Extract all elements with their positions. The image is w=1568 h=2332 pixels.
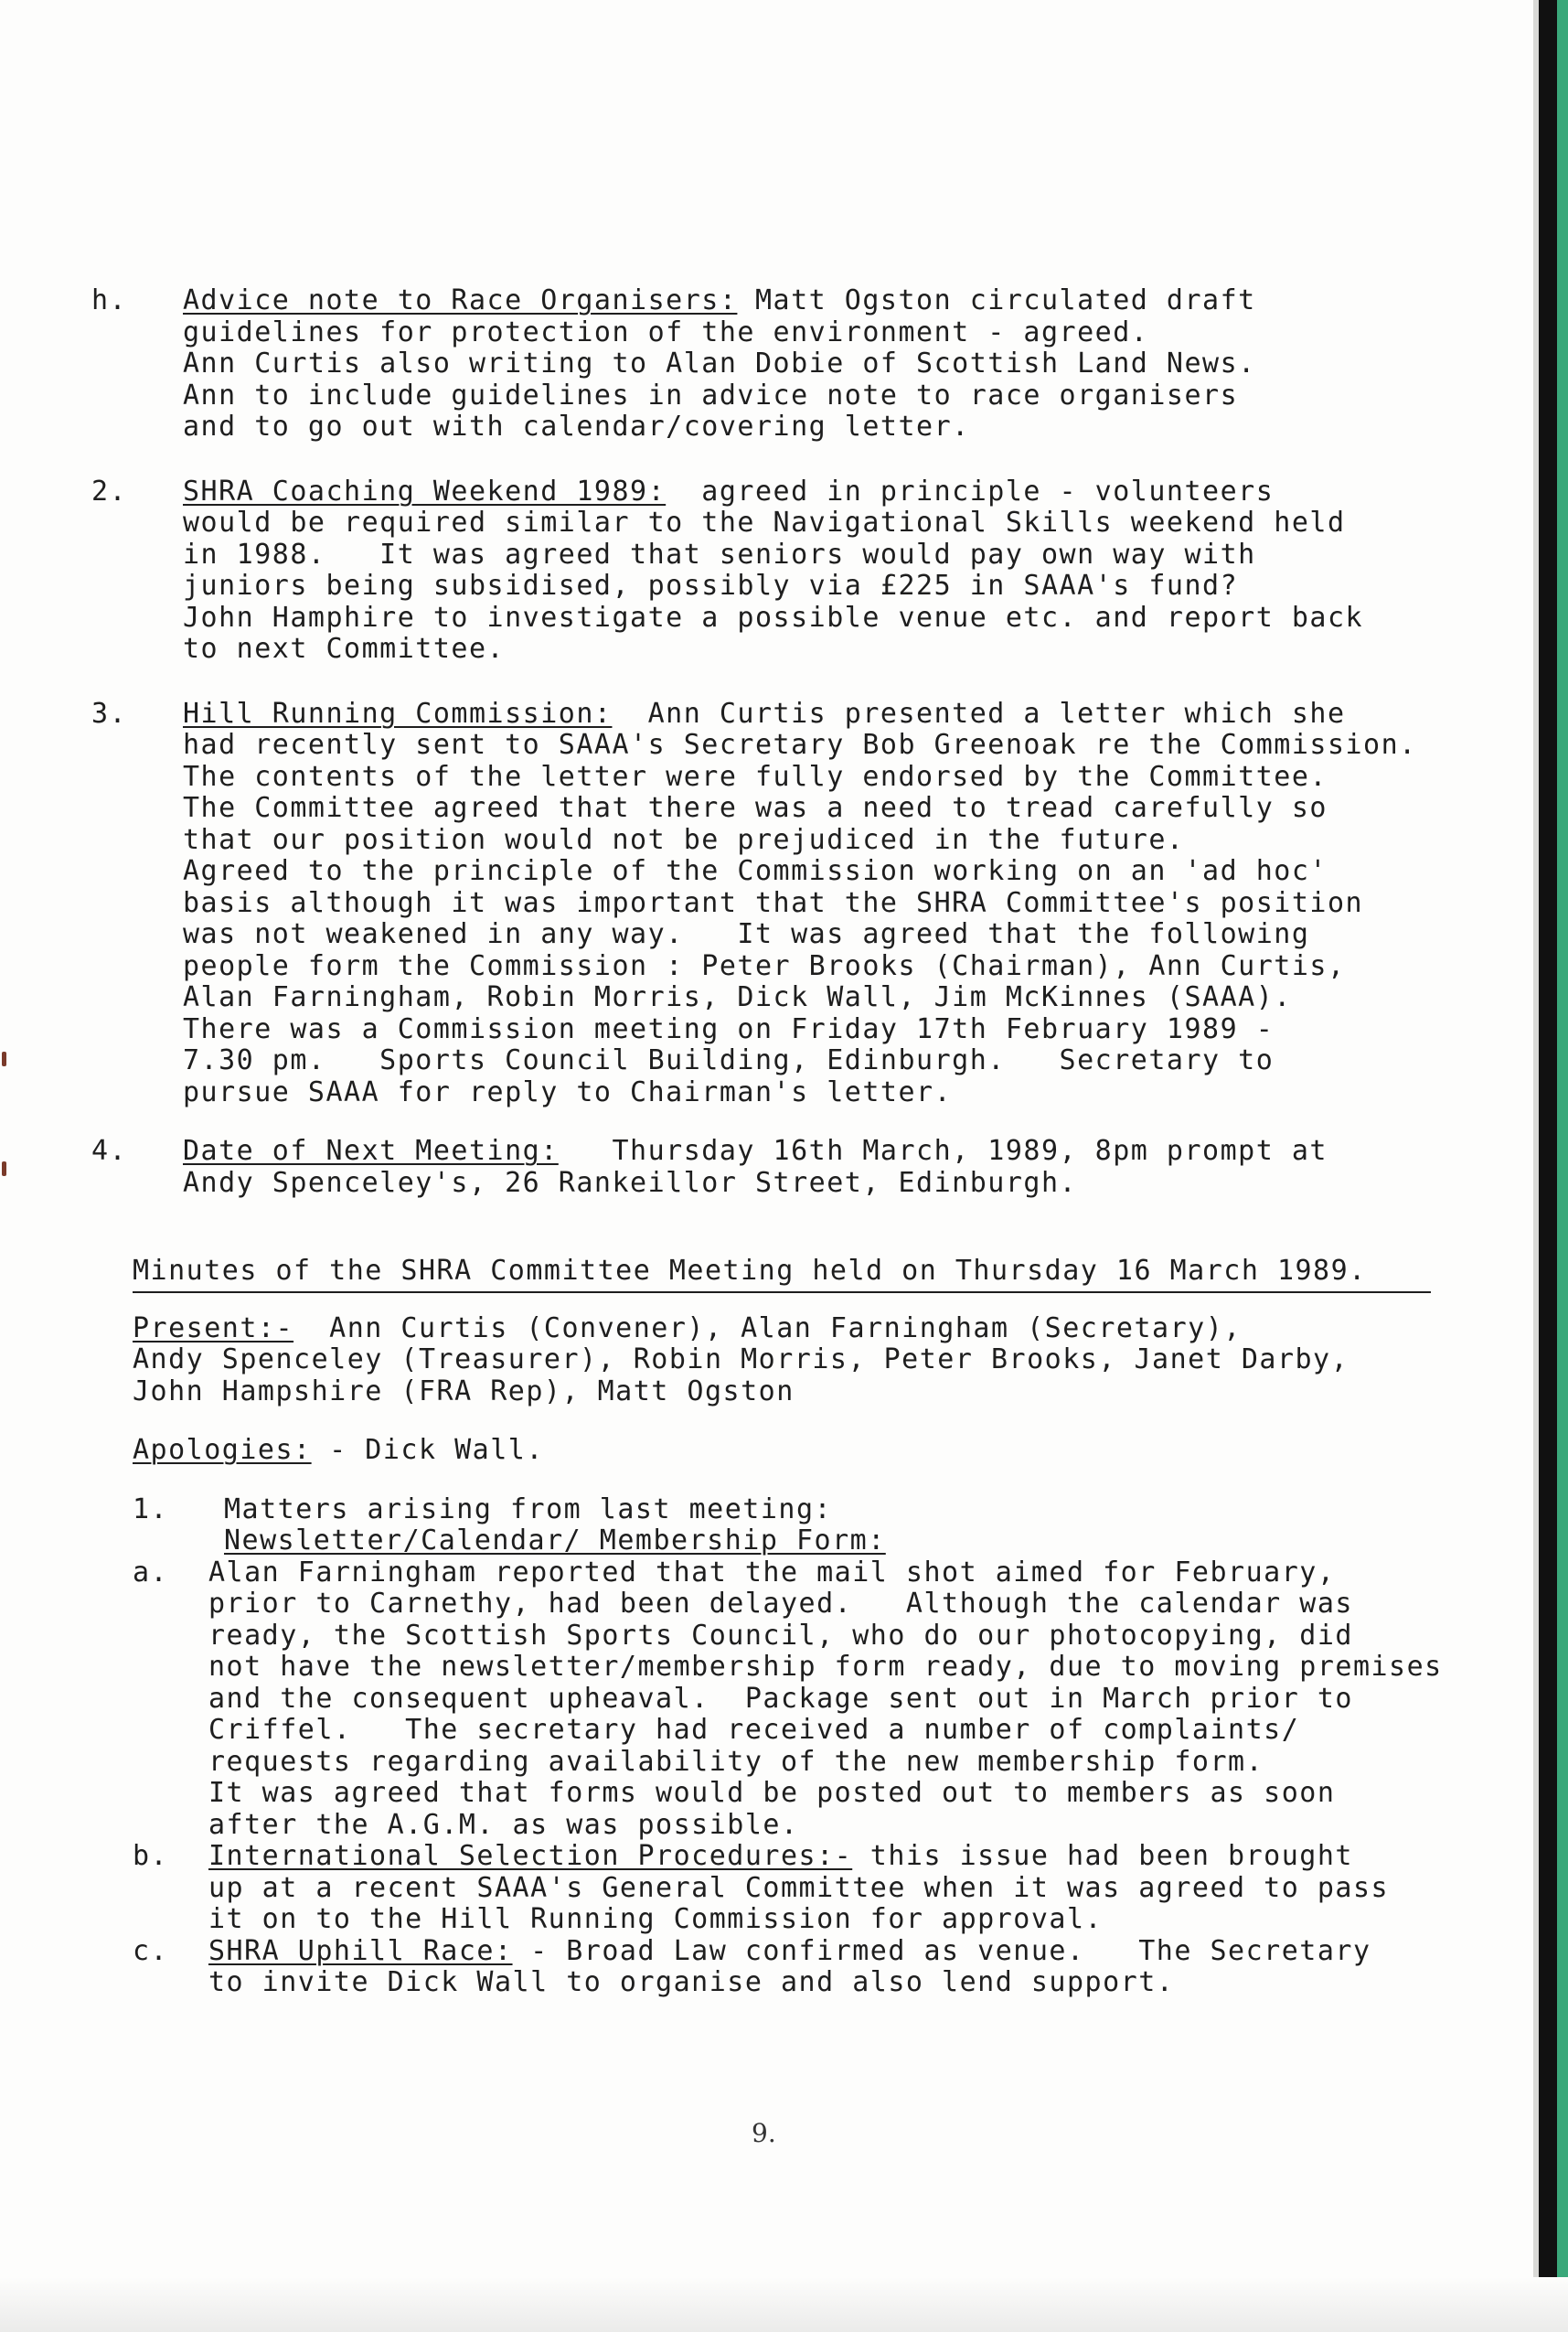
item-line: The contents of the letter were fully endorsed by the Committee. — [183, 760, 1328, 793]
item-text: agreed in principle - volunteers — [666, 475, 1275, 508]
item-line: Agreed to the principle of the Commission working on an 'ad hoc' — [183, 855, 1328, 887]
item-title: Date of Next Meeting: — [183, 1135, 559, 1167]
item-text: Thursday 16th March, 1989, 8pm prompt at — [558, 1135, 1328, 1167]
item-line: Ann Curtis also writing to Alan Dobie of Scottish Land News. — [183, 348, 1256, 380]
subitem-title: International Selection Procedures:- — [208, 1840, 853, 1872]
subitem-a — [91, 1557, 1518, 1842]
item-line: Ann to include guidelines in advice note to race organisers — [183, 379, 1239, 412]
item-line: to next Committee. — [183, 633, 506, 665]
item-text: Ann Curtis presented a letter which she — [612, 697, 1346, 730]
minutes-heading-text: Minutes of the SHRA Committee Meeting held on Thursday 16 March 1989. — [133, 1256, 1431, 1293]
subitem-marker: c. — [133, 1934, 169, 1967]
item-line: juniors being subsidised, possibly via £225 in SAAA's fund? — [183, 570, 1239, 602]
item-marker: 3. — [91, 697, 128, 730]
bottom-shade — [0, 2277, 1568, 2332]
subitem-line: It was agreed that forms would be posted out to members as soon — [208, 1777, 1336, 1809]
subitem-line: prior to Carnethy, had been delayed. Although the calendar was — [208, 1588, 1353, 1620]
subitem-text: - Broad Law confirmed as venue. The Secretary — [512, 1934, 1371, 1967]
item-marker: 2. — [91, 475, 128, 508]
item-line: and to go out with calendar/covering letter. — [183, 411, 970, 443]
scanner-edge-green — [1557, 0, 1568, 2332]
item-line: would be required similar to the Navigational Skills weekend held — [183, 507, 1346, 539]
page-number: 9. — [752, 2118, 776, 2148]
item-title: Advice note to Race Organisers: — [183, 284, 738, 316]
item-line: pursue SAAA for reply to Chairman's letter. — [183, 1075, 953, 1108]
present-line: John Hampshire (FRA Rep), Matt Ogston — [133, 1375, 795, 1407]
item-line: Andy Spenceley's, 26 Rankeillor Street, Edinburgh. — [183, 1166, 1078, 1199]
item-line: people form the Commission : Peter Brooks (Chairman), Ann Curtis, — [183, 949, 1346, 982]
apologies-text: - Dick Wall. — [311, 1434, 544, 1466]
item-text: Matt Ogston circulated draft — [737, 284, 1256, 316]
item-line: that our position would not be prejudiced in the future. — [183, 823, 1185, 856]
subitem-b — [91, 1841, 1518, 1936]
item-line: The Committee agreed that there was a need to tread carefully so — [183, 792, 1328, 824]
subitem-line: Criffel. The secretary had received a number of complaints/ — [208, 1714, 1300, 1746]
present-label: Present:- — [133, 1311, 294, 1344]
item-title: Hill Running Commission: — [183, 697, 613, 730]
matters-marker: 1. — [133, 1492, 169, 1525]
agenda-item-2 — [91, 476, 1518, 666]
item-line: John Hamphire to investigate a possible venue etc. and report back — [183, 601, 1364, 634]
subitem-line: and the consequent upheaval. Package sent out in March prior to — [208, 1682, 1353, 1715]
scan-speck — [2, 1052, 6, 1066]
apologies-label: Apologies: — [133, 1434, 312, 1466]
item-line: guidelines for protection of the environment - agreed. — [183, 316, 1149, 348]
item-line: There was a Commission meeting on Friday 17th February 1989 - — [183, 1012, 1275, 1045]
subitem-text: Alan Farningham reported that the mail shot aimed for February, — [208, 1556, 1336, 1589]
item-marker: 4. — [91, 1135, 128, 1167]
item-line: in 1988. It was agreed that seniors would pay own way with — [183, 538, 1256, 571]
subitem-line: ready, the Scottish Sports Council, who do our photocopying, did — [208, 1619, 1353, 1652]
subitem-line: to invite Dick Wall to organise and also lend support. — [208, 1966, 1175, 1998]
item-line: 7.30 pm. Sports Council Building, Edinburgh. Secretary to — [183, 1044, 1275, 1076]
subitem-text: this issue had been brought — [852, 1840, 1353, 1872]
matters-subtitle: Newsletter/Calendar/ Membership Form: — [224, 1524, 886, 1556]
subitem-line: after the A.G.M. as was possible. — [208, 1808, 799, 1841]
item-line: Alan Farningham, Robin Morris, Dick Wall, Jim McKinnes (SAAA). — [183, 981, 1292, 1013]
subitem-line: up at a recent SAAA's General Committee when it was agreed to pass — [208, 1871, 1390, 1904]
item-title: SHRA Coaching Weekend 1989: — [183, 475, 667, 508]
document-body — [91, 285, 1518, 1999]
subitem-c — [91, 1936, 1518, 1999]
subitem-line: it on to the Hill Running Commission for approval. — [208, 1903, 1104, 1935]
matters-text: Matters arising from last meeting: — [224, 1492, 833, 1525]
subitem-line: not have the newsletter/membership form ready, due to moving premises — [208, 1651, 1443, 1683]
apologies-section — [91, 1435, 1518, 1467]
present-line: Andy Spenceley (Treasurer), Robin Morris, Peter Brooks, Janet Darby, — [133, 1343, 1349, 1375]
matters-arising — [91, 1494, 1518, 1999]
scan-speck — [2, 1161, 6, 1176]
subitem-marker: a. — [133, 1556, 169, 1589]
item-line: had recently sent to SAAA's Secretary Bob Greenoak re the Commission. — [183, 729, 1417, 761]
subitem-line: requests regarding availability of the new membership form. — [208, 1745, 1264, 1778]
scanner-edge — [1539, 0, 1557, 2332]
item-line: was not weakened in any way. It was agreed that the following — [183, 918, 1310, 950]
agenda-item-h — [91, 285, 1518, 444]
item-marker: h. — [91, 284, 128, 316]
agenda-item-3 — [91, 699, 1518, 1109]
subitem-marker: b. — [133, 1840, 169, 1872]
present-text: Ann Curtis (Convener), Alan Farningham (Secretary), — [293, 1311, 1242, 1344]
subitem-title: SHRA Uphill Race: — [208, 1934, 513, 1967]
present-section — [91, 1313, 1518, 1408]
item-line: basis although it was important that the SHRA Committee's position — [183, 886, 1364, 919]
agenda-item-4 — [91, 1136, 1518, 1199]
minutes-heading — [91, 1256, 1518, 1293]
